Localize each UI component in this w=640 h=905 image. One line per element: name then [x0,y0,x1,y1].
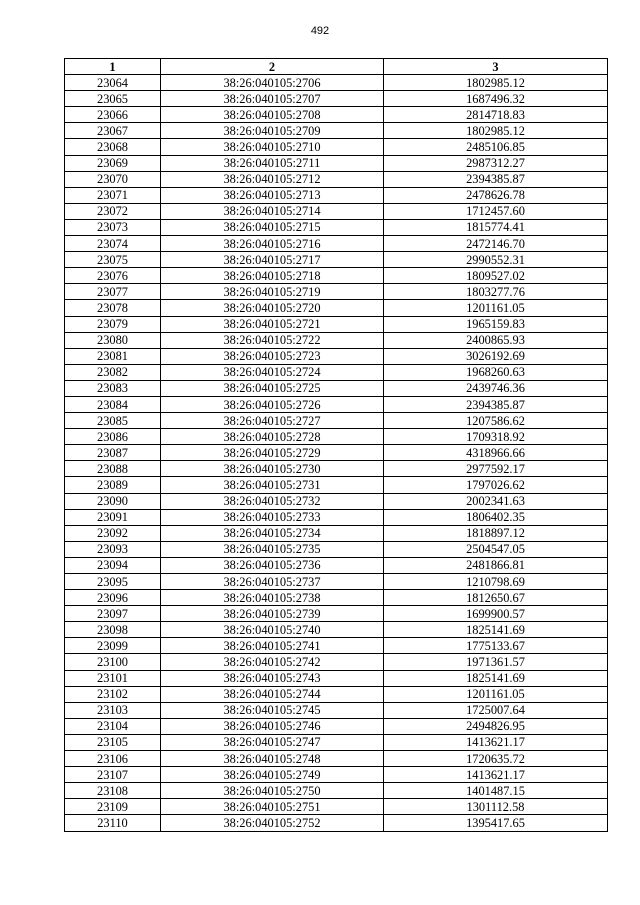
cadastral-number-cell: 38:26:040105:2730 [161,461,384,477]
value-cell: 2481866.81 [384,557,608,573]
value-cell: 2394385.87 [384,171,608,187]
row-number-cell: 23096 [65,590,161,606]
row-number-cell: 23094 [65,557,161,573]
table-row [65,107,608,123]
row-number-cell: 23064 [65,75,161,91]
cadastral-number-cell: 38:26:040105:2719 [161,284,384,300]
column-header-3: 3 [384,59,608,75]
row-number-cell: 23083 [65,380,161,396]
row-number-cell: 23080 [65,332,161,348]
row-number-cell: 23098 [65,622,161,638]
table-header-row [65,59,608,75]
value-cell: 1968260.63 [384,364,608,380]
cadastral-number-cell: 38:26:040105:2750 [161,783,384,799]
value-cell: 2002341.63 [384,493,608,509]
table-row [65,654,608,670]
value-cell: 1301112.58 [384,799,608,815]
cadastral-number-cell: 38:26:040105:2738 [161,590,384,606]
cadastral-number-cell: 38:26:040105:2716 [161,236,384,252]
row-number-cell: 23097 [65,606,161,622]
value-cell: 1401487.15 [384,783,608,799]
cadastral-number-cell: 38:26:040105:2742 [161,654,384,670]
value-cell: 1699900.57 [384,606,608,622]
cadastral-number-cell: 38:26:040105:2715 [161,219,384,235]
cadastral-number-cell: 38:26:040105:2726 [161,396,384,412]
value-cell: 1803277.76 [384,284,608,300]
row-number-cell: 23109 [65,799,161,815]
row-number-cell: 23100 [65,654,161,670]
value-cell: 1825141.69 [384,622,608,638]
value-cell: 2977592.17 [384,461,608,477]
row-number-cell: 23091 [65,509,161,525]
value-cell: 2494826.95 [384,718,608,734]
table-row [65,783,608,799]
table-row [65,236,608,252]
value-cell: 1720635.72 [384,751,608,767]
row-number-cell: 23086 [65,429,161,445]
table-row [65,493,608,509]
row-number-cell: 23079 [65,316,161,332]
value-cell: 1806402.35 [384,509,608,525]
cadastral-number-cell: 38:26:040105:2710 [161,139,384,155]
value-cell: 2485106.85 [384,139,608,155]
cadastral-number-cell: 38:26:040105:2739 [161,606,384,622]
row-number-cell: 23065 [65,91,161,107]
value-cell: 1971361.57 [384,654,608,670]
row-number-cell: 23093 [65,541,161,557]
table-row [65,718,608,734]
cadastral-number-cell: 38:26:040105:2709 [161,123,384,139]
value-cell: 1818897.12 [384,525,608,541]
row-number-cell: 23077 [65,284,161,300]
value-cell: 1201161.05 [384,300,608,316]
table-row [65,123,608,139]
value-cell: 2472146.70 [384,236,608,252]
cadastral-number-cell: 38:26:040105:2732 [161,493,384,509]
cadastral-number-cell: 38:26:040105:2718 [161,268,384,284]
cadastral-number-cell: 38:26:040105:2723 [161,348,384,364]
row-number-cell: 23087 [65,445,161,461]
value-cell: 1725007.64 [384,702,608,718]
cadastral-number-cell: 38:26:040105:2749 [161,767,384,783]
value-cell: 1775133.67 [384,638,608,654]
table-row [65,574,608,590]
table-row [65,767,608,783]
value-cell: 1802985.12 [384,75,608,91]
value-cell: 1210798.69 [384,574,608,590]
row-number-cell: 23068 [65,139,161,155]
cadastral-number-cell: 38:26:040105:2711 [161,155,384,171]
row-number-cell: 23110 [65,815,161,831]
table-row [65,734,608,750]
row-number-cell: 23066 [65,107,161,123]
cadastral-number-cell: 38:26:040105:2743 [161,670,384,686]
cadastral-number-cell: 38:26:040105:2728 [161,429,384,445]
row-number-cell: 23103 [65,702,161,718]
value-cell: 1815774.41 [384,219,608,235]
page-number: 492 [310,25,330,37]
table-row [65,332,608,348]
cadastral-number-cell: 38:26:040105:2741 [161,638,384,654]
cadastral-number-cell: 38:26:040105:2706 [161,75,384,91]
row-number-cell: 23105 [65,734,161,750]
table-row [65,300,608,316]
value-cell: 2394385.87 [384,396,608,412]
value-cell: 4318966.66 [384,445,608,461]
value-cell: 3026192.69 [384,348,608,364]
cadastral-number-cell: 38:26:040105:2707 [161,91,384,107]
value-cell: 1802985.12 [384,123,608,139]
value-cell: 1201161.05 [384,686,608,702]
table-row [65,380,608,396]
cadastral-number-cell: 38:26:040105:2740 [161,622,384,638]
table-row [65,622,608,638]
table-row [65,606,608,622]
cadastral-number-cell: 38:26:040105:2744 [161,686,384,702]
cadastral-number-cell: 38:26:040105:2747 [161,734,384,750]
row-number-cell: 23082 [65,364,161,380]
table-row [65,171,608,187]
value-cell: 2504547.05 [384,541,608,557]
row-number-cell: 23095 [65,574,161,590]
row-number-cell: 23108 [65,783,161,799]
row-number-cell: 23081 [65,348,161,364]
value-cell: 1965159.83 [384,316,608,332]
table-row [65,252,608,268]
cadastral-number-cell: 38:26:040105:2745 [161,702,384,718]
cadastral-number-cell: 38:26:040105:2724 [161,364,384,380]
table-row [65,429,608,445]
table-row [65,557,608,573]
row-number-cell: 23071 [65,187,161,203]
cadastral-number-cell: 38:26:040105:2736 [161,557,384,573]
cadastral-number-cell: 38:26:040105:2727 [161,413,384,429]
table-row [65,815,608,831]
row-number-cell: 23090 [65,493,161,509]
value-cell: 2439746.36 [384,380,608,396]
cadastral-number-cell: 38:26:040105:2737 [161,574,384,590]
row-number-cell: 23084 [65,396,161,412]
table-row [65,509,608,525]
table-row [65,219,608,235]
cadastral-number-cell: 38:26:040105:2748 [161,751,384,767]
cadastral-number-cell: 38:26:040105:2714 [161,203,384,219]
cadastral-number-cell: 38:26:040105:2713 [161,187,384,203]
cadastral-number-cell: 38:26:040105:2708 [161,107,384,123]
table-row [65,413,608,429]
row-number-cell: 23070 [65,171,161,187]
row-number-cell: 23089 [65,477,161,493]
column-header-2: 2 [161,59,384,75]
table-row [65,702,608,718]
row-number-cell: 23088 [65,461,161,477]
table-row [65,590,608,606]
row-number-cell: 23099 [65,638,161,654]
cadastral-number-cell: 38:26:040105:2721 [161,316,384,332]
table-row [65,203,608,219]
table-row [65,268,608,284]
table-row [65,348,608,364]
cadastral-number-cell: 38:26:040105:2752 [161,815,384,831]
table-row [65,75,608,91]
row-number-cell: 23073 [65,219,161,235]
row-number-cell: 23107 [65,767,161,783]
table-row [65,284,608,300]
table-row [65,799,608,815]
value-cell: 2400865.93 [384,332,608,348]
row-number-cell: 23085 [65,413,161,429]
row-number-cell: 23078 [65,300,161,316]
table-row [65,445,608,461]
row-number-cell: 23102 [65,686,161,702]
value-cell: 1712457.60 [384,203,608,219]
table-body [65,75,608,831]
table-row [65,686,608,702]
cadastral-number-cell: 38:26:040105:2720 [161,300,384,316]
cadastral-number-cell: 38:26:040105:2731 [161,477,384,493]
cadastral-value-table [64,58,608,832]
row-number-cell: 23106 [65,751,161,767]
row-number-cell: 23069 [65,155,161,171]
cadastral-number-cell: 38:26:040105:2712 [161,171,384,187]
value-cell: 1687496.32 [384,91,608,107]
row-number-cell: 23067 [65,123,161,139]
cadastral-number-cell: 38:26:040105:2717 [161,252,384,268]
value-cell: 1395417.65 [384,815,608,831]
table-row [65,364,608,380]
cadastral-number-cell: 38:26:040105:2746 [161,718,384,734]
row-number-cell: 23072 [65,203,161,219]
cadastral-number-cell: 38:26:040105:2733 [161,509,384,525]
cadastral-number-cell: 38:26:040105:2734 [161,525,384,541]
row-number-cell: 23074 [65,236,161,252]
row-number-cell: 23075 [65,252,161,268]
value-cell: 2990552.31 [384,252,608,268]
table-row [65,638,608,654]
table-row [65,155,608,171]
row-number-cell: 23092 [65,525,161,541]
value-cell: 1797026.62 [384,477,608,493]
table-row [65,670,608,686]
value-cell: 1825141.69 [384,670,608,686]
row-number-cell: 23101 [65,670,161,686]
value-cell: 1413621.17 [384,734,608,750]
table-row [65,139,608,155]
table-row [65,316,608,332]
column-header-1: 1 [65,59,161,75]
value-cell: 2814718.83 [384,107,608,123]
cadastral-number-cell: 38:26:040105:2725 [161,380,384,396]
value-cell: 1812650.67 [384,590,608,606]
cadastral-number-cell: 38:26:040105:2735 [161,541,384,557]
value-cell: 1809527.02 [384,268,608,284]
table-row [65,187,608,203]
table-row [65,751,608,767]
row-number-cell: 23104 [65,718,161,734]
table-row [65,541,608,557]
row-number-cell: 23076 [65,268,161,284]
value-cell: 1709318.92 [384,429,608,445]
value-cell: 2987312.27 [384,155,608,171]
value-cell: 1207586.62 [384,413,608,429]
table-row [65,396,608,412]
cadastral-number-cell: 38:26:040105:2751 [161,799,384,815]
table-row [65,525,608,541]
value-cell: 1413621.17 [384,767,608,783]
value-cell: 2478626.78 [384,187,608,203]
table-row [65,477,608,493]
cadastral-number-cell: 38:26:040105:2729 [161,445,384,461]
table-row [65,91,608,107]
cadastral-number-cell: 38:26:040105:2722 [161,332,384,348]
table-row [65,461,608,477]
